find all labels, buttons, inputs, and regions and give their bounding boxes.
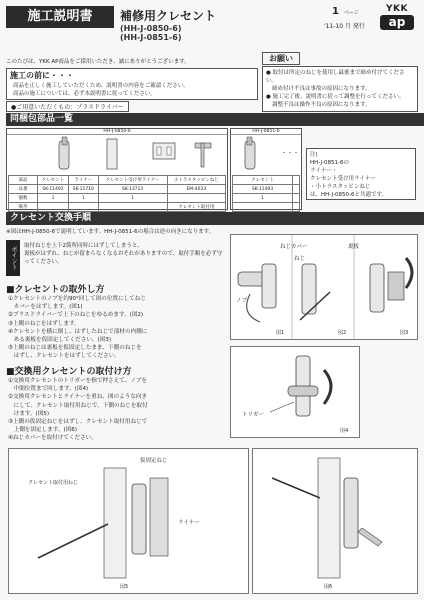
part-note	[69, 203, 99, 212]
part-code: SK-13713	[98, 185, 167, 194]
part-qty: 1	[38, 194, 69, 203]
label-nejicover: ねじカバー	[280, 244, 308, 250]
figures-5-6	[8, 448, 418, 594]
note-line: HH-J-0851-6の	[310, 160, 349, 166]
note-line: ライナー・	[310, 168, 338, 174]
model-b-label: HH-J-0851-6	[231, 129, 301, 135]
install-step: ④ねじカバーを取付けてください。	[8, 435, 97, 442]
row-label: 備考	[9, 203, 38, 212]
parts-table-b	[230, 128, 302, 210]
fig3-label: 図3	[400, 330, 409, 336]
brand-top: YKK	[386, 4, 408, 14]
label-ura: 裏板	[348, 244, 360, 250]
figures-1-3	[230, 234, 418, 340]
parts-illustrations-a	[7, 135, 227, 173]
label-neji: ねじ	[294, 256, 306, 262]
remove-steps	[8, 295, 226, 361]
install-step: にして、クレセント取付用ねじで、下側のねじを取付	[8, 402, 148, 409]
part-code: EM-4033	[167, 185, 225, 194]
remove-step: ②プラスドライバーで上下のねじをゆるめます。(図2)	[8, 312, 144, 319]
remove-step: ④クレセントを横に倒し、はずしたねじで部材の内側に	[8, 328, 148, 335]
row-label: 品番	[9, 185, 38, 194]
part-name: クレセント受け用ライナー	[98, 176, 167, 185]
brand-logo	[377, 4, 417, 34]
part-code: SK-11492	[38, 185, 69, 194]
install-step: ①交換用クレセントのトリガーを指で押さえて、ノブを	[8, 378, 148, 384]
before-box	[6, 68, 258, 100]
procedure-note: ※図はHH-J-0850-6で説明しています。HH-J-0851-6の場合は逆の向きになります。	[6, 229, 215, 235]
row-label: 個数	[9, 194, 38, 203]
before-line-2: 商品の施工については、必ず本説明書に従ってください。	[13, 91, 156, 97]
before-line-1: 商品を正しく施工していただくため、説明書の内容をご確認ください。	[13, 83, 189, 89]
part-code: SK-11710	[69, 185, 99, 194]
request-item-2: 締め付け不良は事故の原因になります。	[272, 86, 371, 92]
install-step: 上側を固定します。(図6)	[8, 427, 78, 434]
install-step: けます。(図5)	[8, 410, 50, 417]
request-item-3: ● 施工完了後、説明書に従って調整を行ってください。	[266, 94, 405, 100]
more-dots: ・・・	[281, 150, 300, 157]
point-text	[24, 242, 224, 266]
remove-title: ■クレセントの取外し方	[6, 285, 105, 295]
remove-step: カバーをはずします。(図1)	[8, 304, 83, 311]
install-steps	[8, 377, 226, 443]
parts-table-b-grid	[232, 175, 300, 212]
parts-note-box	[306, 148, 416, 200]
request-item-1: ● 取付は所定のねじを使用し最後まで締め付けてください。	[266, 70, 405, 84]
part-note	[98, 203, 167, 212]
model-a-label: HH-J-0850-6	[7, 129, 227, 135]
install-step: ②交換用クレセントとライナーを重ね、図のような向き	[8, 394, 148, 401]
fig6-label: 図6	[324, 584, 333, 590]
install-step: ③上側の仮固定ねじをはずし、クレセント取付用ねじで	[8, 419, 148, 426]
point-line: 取付ねじを上下2箇所同時にはずしてしまうと、	[24, 243, 144, 249]
note-line: は、HH-J-0850-6と共通です。	[310, 192, 388, 198]
parts-illustrations-b	[231, 135, 301, 173]
page-number: 1	[332, 6, 339, 17]
label-kari: 仮固定ねじ	[140, 458, 168, 464]
parts-section-title: 同梱包部品一覧	[6, 113, 424, 126]
install-step: 中間位置まで回します。(図4)	[8, 386, 89, 393]
label-crescent-neji: クレセント取付用ねじ	[28, 480, 79, 486]
fig2-label: 図2	[338, 330, 347, 336]
note-line: クレセント受け用ライナー	[310, 176, 376, 182]
note-line: ・小トラスタッピンねじ	[310, 184, 371, 190]
part-qty	[167, 194, 225, 203]
note-line: 注)	[310, 152, 318, 158]
model-2: (HH-J-0851-6)	[120, 33, 182, 42]
point-line: 裏板がはずれ、ねじが留まらなくなるおそれがありますので、取付手順を必ず守ってください。	[24, 251, 223, 265]
row-label: 部品	[9, 176, 38, 185]
fig1-label: 図1	[276, 330, 285, 336]
issue-date: '11-10 月 発行	[324, 23, 365, 30]
title-text: 補修用クレセント	[120, 9, 217, 23]
part-qty: 1	[69, 194, 99, 203]
part-note	[38, 203, 69, 212]
label-trigger: トリガー	[242, 412, 264, 418]
label-knob: ノブ	[236, 298, 248, 304]
fig5-label: 図5	[120, 584, 129, 590]
part-name: 小トラスタッピンねじ	[167, 176, 225, 185]
brand-bottom: ap	[380, 15, 414, 30]
request-box	[262, 46, 418, 112]
doc-type-badge: 施工説明書	[6, 6, 114, 28]
intro-text: このたびは、YKK AP商品をご採用いただき、誠にありがとうございます。	[6, 59, 190, 65]
part-note	[233, 203, 293, 212]
part-qty: 1	[233, 194, 293, 203]
before-title: 施工の前に・・・	[10, 71, 74, 80]
figure-4	[230, 346, 360, 438]
remove-step: ⑤上側のねじは裏板を仮固定したまま、下側のねじを	[8, 345, 142, 352]
tools-note: ●ご用意いただくもの：プラスドライバー	[6, 101, 129, 112]
model-1: (HH-J-0850-6)	[120, 24, 182, 33]
label-liner: ライナー	[178, 520, 200, 526]
remove-step: ある裏板を仮固定してください。(図3)	[8, 337, 112, 344]
request-item-4: 調整不良は操作不良の原因になります。	[272, 102, 371, 108]
part-name: クレセント	[233, 176, 293, 185]
remove-step: ①クレセントのノブを約90°回して図の位置にしてねじ	[8, 296, 146, 302]
remove-step: ③上側のねじをはずします。	[8, 320, 80, 327]
procedure-section-title: クレセント交換手順	[6, 212, 424, 225]
install-title: ■交換用クレセントの取付け方	[6, 367, 132, 377]
part-name: クレセント	[38, 176, 69, 185]
remove-step: はずし、クレセントをはずしてください。	[8, 353, 120, 360]
point-badge: ポイント	[6, 240, 20, 276]
part-code: SK-11493	[233, 185, 293, 194]
part-name: ライナー	[69, 176, 99, 185]
request-title: お願い	[262, 52, 300, 65]
part-qty: 1	[98, 194, 167, 203]
parts-table-a-grid	[8, 175, 226, 212]
parts-table-a	[6, 128, 228, 210]
page-title	[120, 7, 216, 42]
page-suffix: ページ	[344, 10, 359, 16]
part-note: クレセント取付用	[167, 203, 225, 212]
fig4-label: 図4	[340, 428, 349, 434]
